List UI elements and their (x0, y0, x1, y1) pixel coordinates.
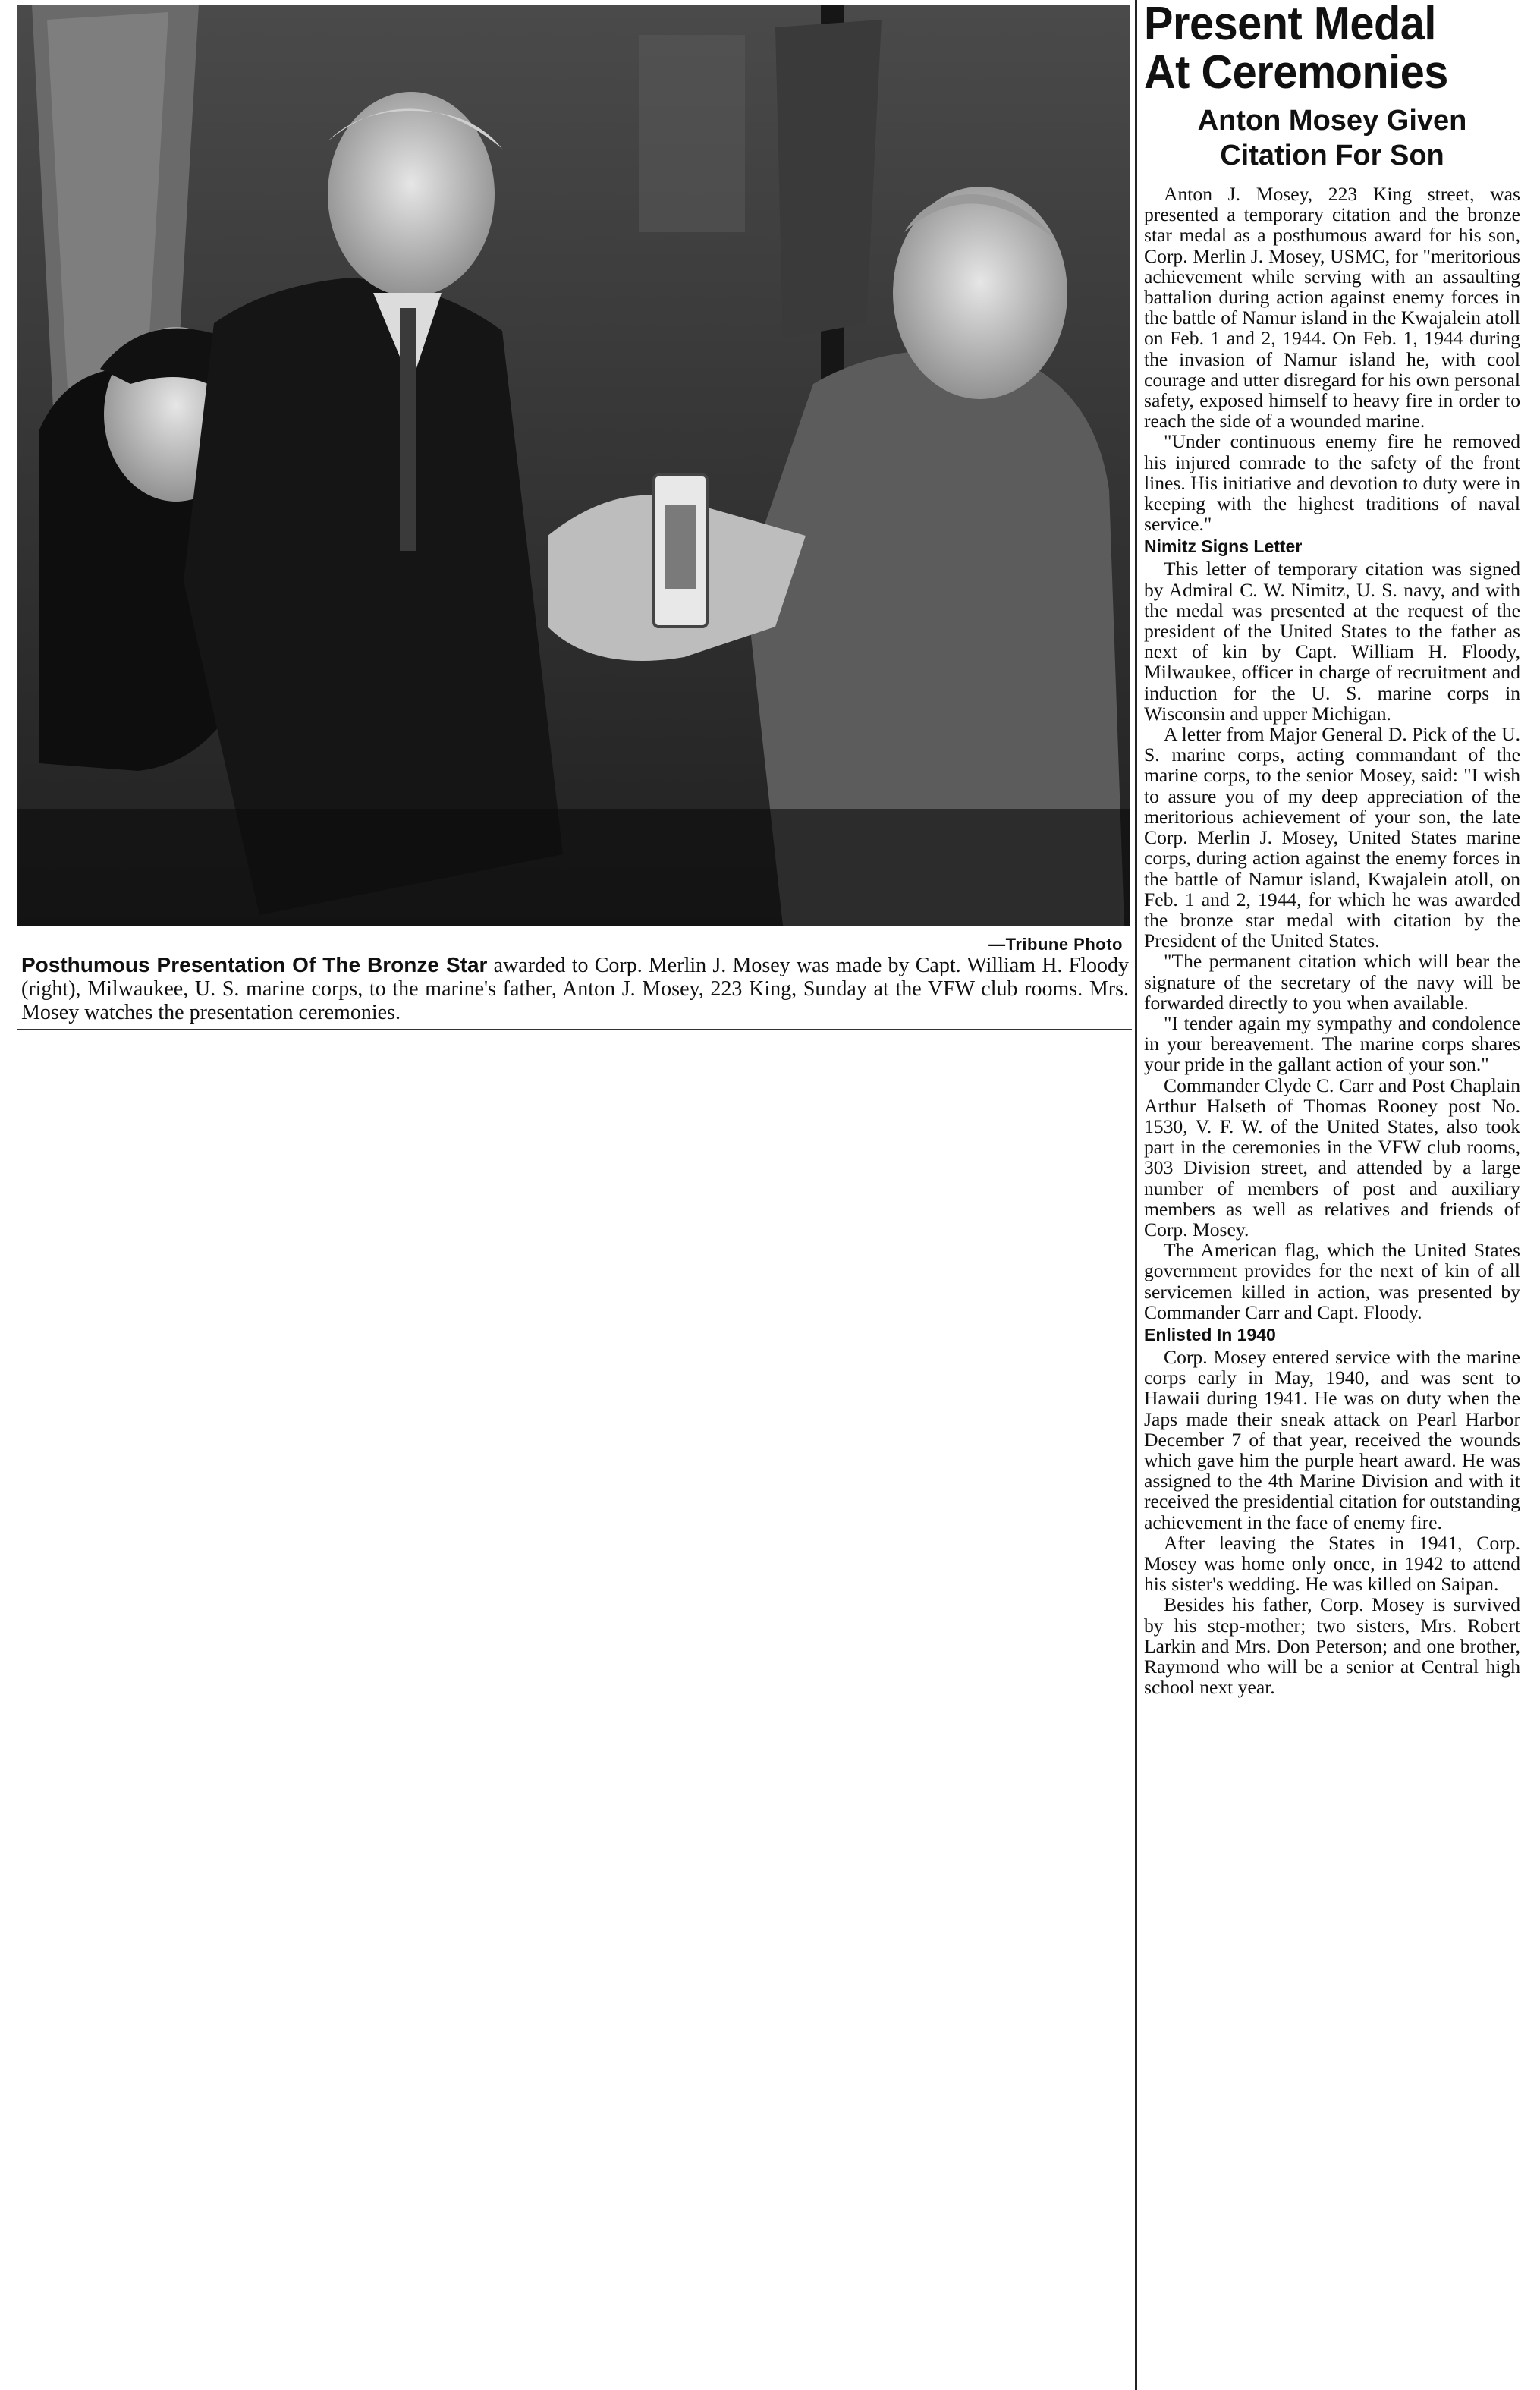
subhead-nimitz: Nimitz Signs Letter (1144, 536, 1303, 557)
photo-image (17, 5, 1130, 926)
subhead-enlisted: Enlisted In 1940 (1144, 1324, 1276, 1344)
paragraph: "Under continuous enemy fire he removed his injured comrade to the safety of the front lines. His initiative and devotion to duty were in keeping with the highest traditions of naval service." (1144, 430, 1520, 536)
caption-lead: Posthumous Presentation Of The Bronze Star (21, 953, 488, 976)
paragraph: After leaving the States in 1941, Corp. Mosey was home only once, in 1942 to attend his sister's wedding. He was killed on Saipan. (1144, 1531, 1520, 1596)
paragraph: "I tender again my sympathy and condolence in your bereavement. The marine corps shares your pride in the gallant action of your son." (1144, 1011, 1520, 1076)
photo-caption (21, 953, 1129, 1024)
caption-divider (17, 1029, 1132, 1030)
deck-line-2: Citation For Son (1220, 140, 1444, 171)
deck-headline (1144, 103, 1520, 173)
paragraph: Corp. Mosey entered service with the marine corps early in May, 1940, and was sent to Hawaii during 1941. He was on duty when the Japs made their sneak attack on Pearl Harbor December 7 of that year, received the wounds which gave him the purple heart award. He was assigned to the 4th Marine Division and with it received the presidential citation for outstanding achievement in the face of enemy fire. (1144, 1345, 1520, 1533)
column-divider (1135, 0, 1137, 2390)
paragraph: Anton J. Mosey, 223 King street, was presented a temporary citation and the bronze star medal as a posthumous award for his son, Corp. Merlin J. Mosey, USMC, for "meritorious achievement while serving with an assaulting battalion during action against enemy forces in the battle of Namur island in the Kwajalein atoll on Feb. 1 and 2, 1944. On Feb. 1, 1944 during the invasion of Namur island he, with cool courage and utter disregard for his own personal safety, exposed himself to heavy fire in order to reach the side of a wounded marine. (1144, 183, 1520, 432)
article-body (1144, 184, 1520, 1697)
news-photo (17, 5, 1130, 926)
article-column (1144, 0, 1520, 2390)
headline-line-1: Present Medal (1144, 0, 1436, 50)
deck-line-1: Anton Mosey Given (1197, 105, 1467, 137)
headline-line-2: At Ceremonies (1144, 46, 1448, 99)
paragraph: "The permanent citation which will bear the signature of the secretary of the navy will be forwarded directly to you when available. (1144, 950, 1520, 1014)
paragraph: Commander Clyde C. Carr and Post Chaplain Arthur Halseth of Thomas Rooney post No. 1530, V. F. W. of the United States, also took part in the ceremonies in the VFW club rooms, 303 Division street, and attended by a large number of members of post and auxiliary members as well as relatives and friends of Corp. Mosey. (1144, 1074, 1520, 1241)
paragraph: Besides his father, Corp. Mosey is survived by his step-mother; two sisters, Mrs. Robert Larkin and Mrs. Don Peterson; and one brother, Raymond who will be a senior at Central high school next year. (1144, 1593, 1520, 1699)
paragraph: A letter from Major General D. Pick of the U. S. marine corps, acting commandant of the marine corps, to the senior Mosey, said: "I wish to assure you of my deep appreciation of the meritorious achievement of your son, the late Corp. Merlin J. Mosey, United States marine corps, during action against the enemy forces in the battle of Namur island, Kwajalein atoll, on Feb. 1 and 2, 1944, for which he was awarded the bronze star medal with citation by the President of the United States. (1144, 723, 1520, 952)
caption-text: awarded to Corp. Merlin J. Mosey was made by Capt. William H. Floody (right), Milwaukee, U. S. marine corps, to the marine's father, Anton J. Mosey, 223 King, Sunday at the VFW club rooms. Mrs. Mosey watches the presentation ceremonies. (21, 954, 1129, 1024)
paragraph: This letter of temporary citation was signed by Admiral C. W. Nimitz, U. S. navy, and with the medal was presented at the request of the president of the United States to the father as next of kin by Capt. William H. Floody, Milwaukee, officer in charge of recruitment and induction for the U. S. marine corps in Wisconsin and upper Michigan. (1144, 558, 1520, 725)
paragraph: The American flag, which the United States government provides for the next of kin of all servicemen killed in action, was presented by Commander Carr and Capt. Floody. (1144, 1239, 1520, 1323)
photo-credit: —Tribune Photo (988, 935, 1123, 954)
